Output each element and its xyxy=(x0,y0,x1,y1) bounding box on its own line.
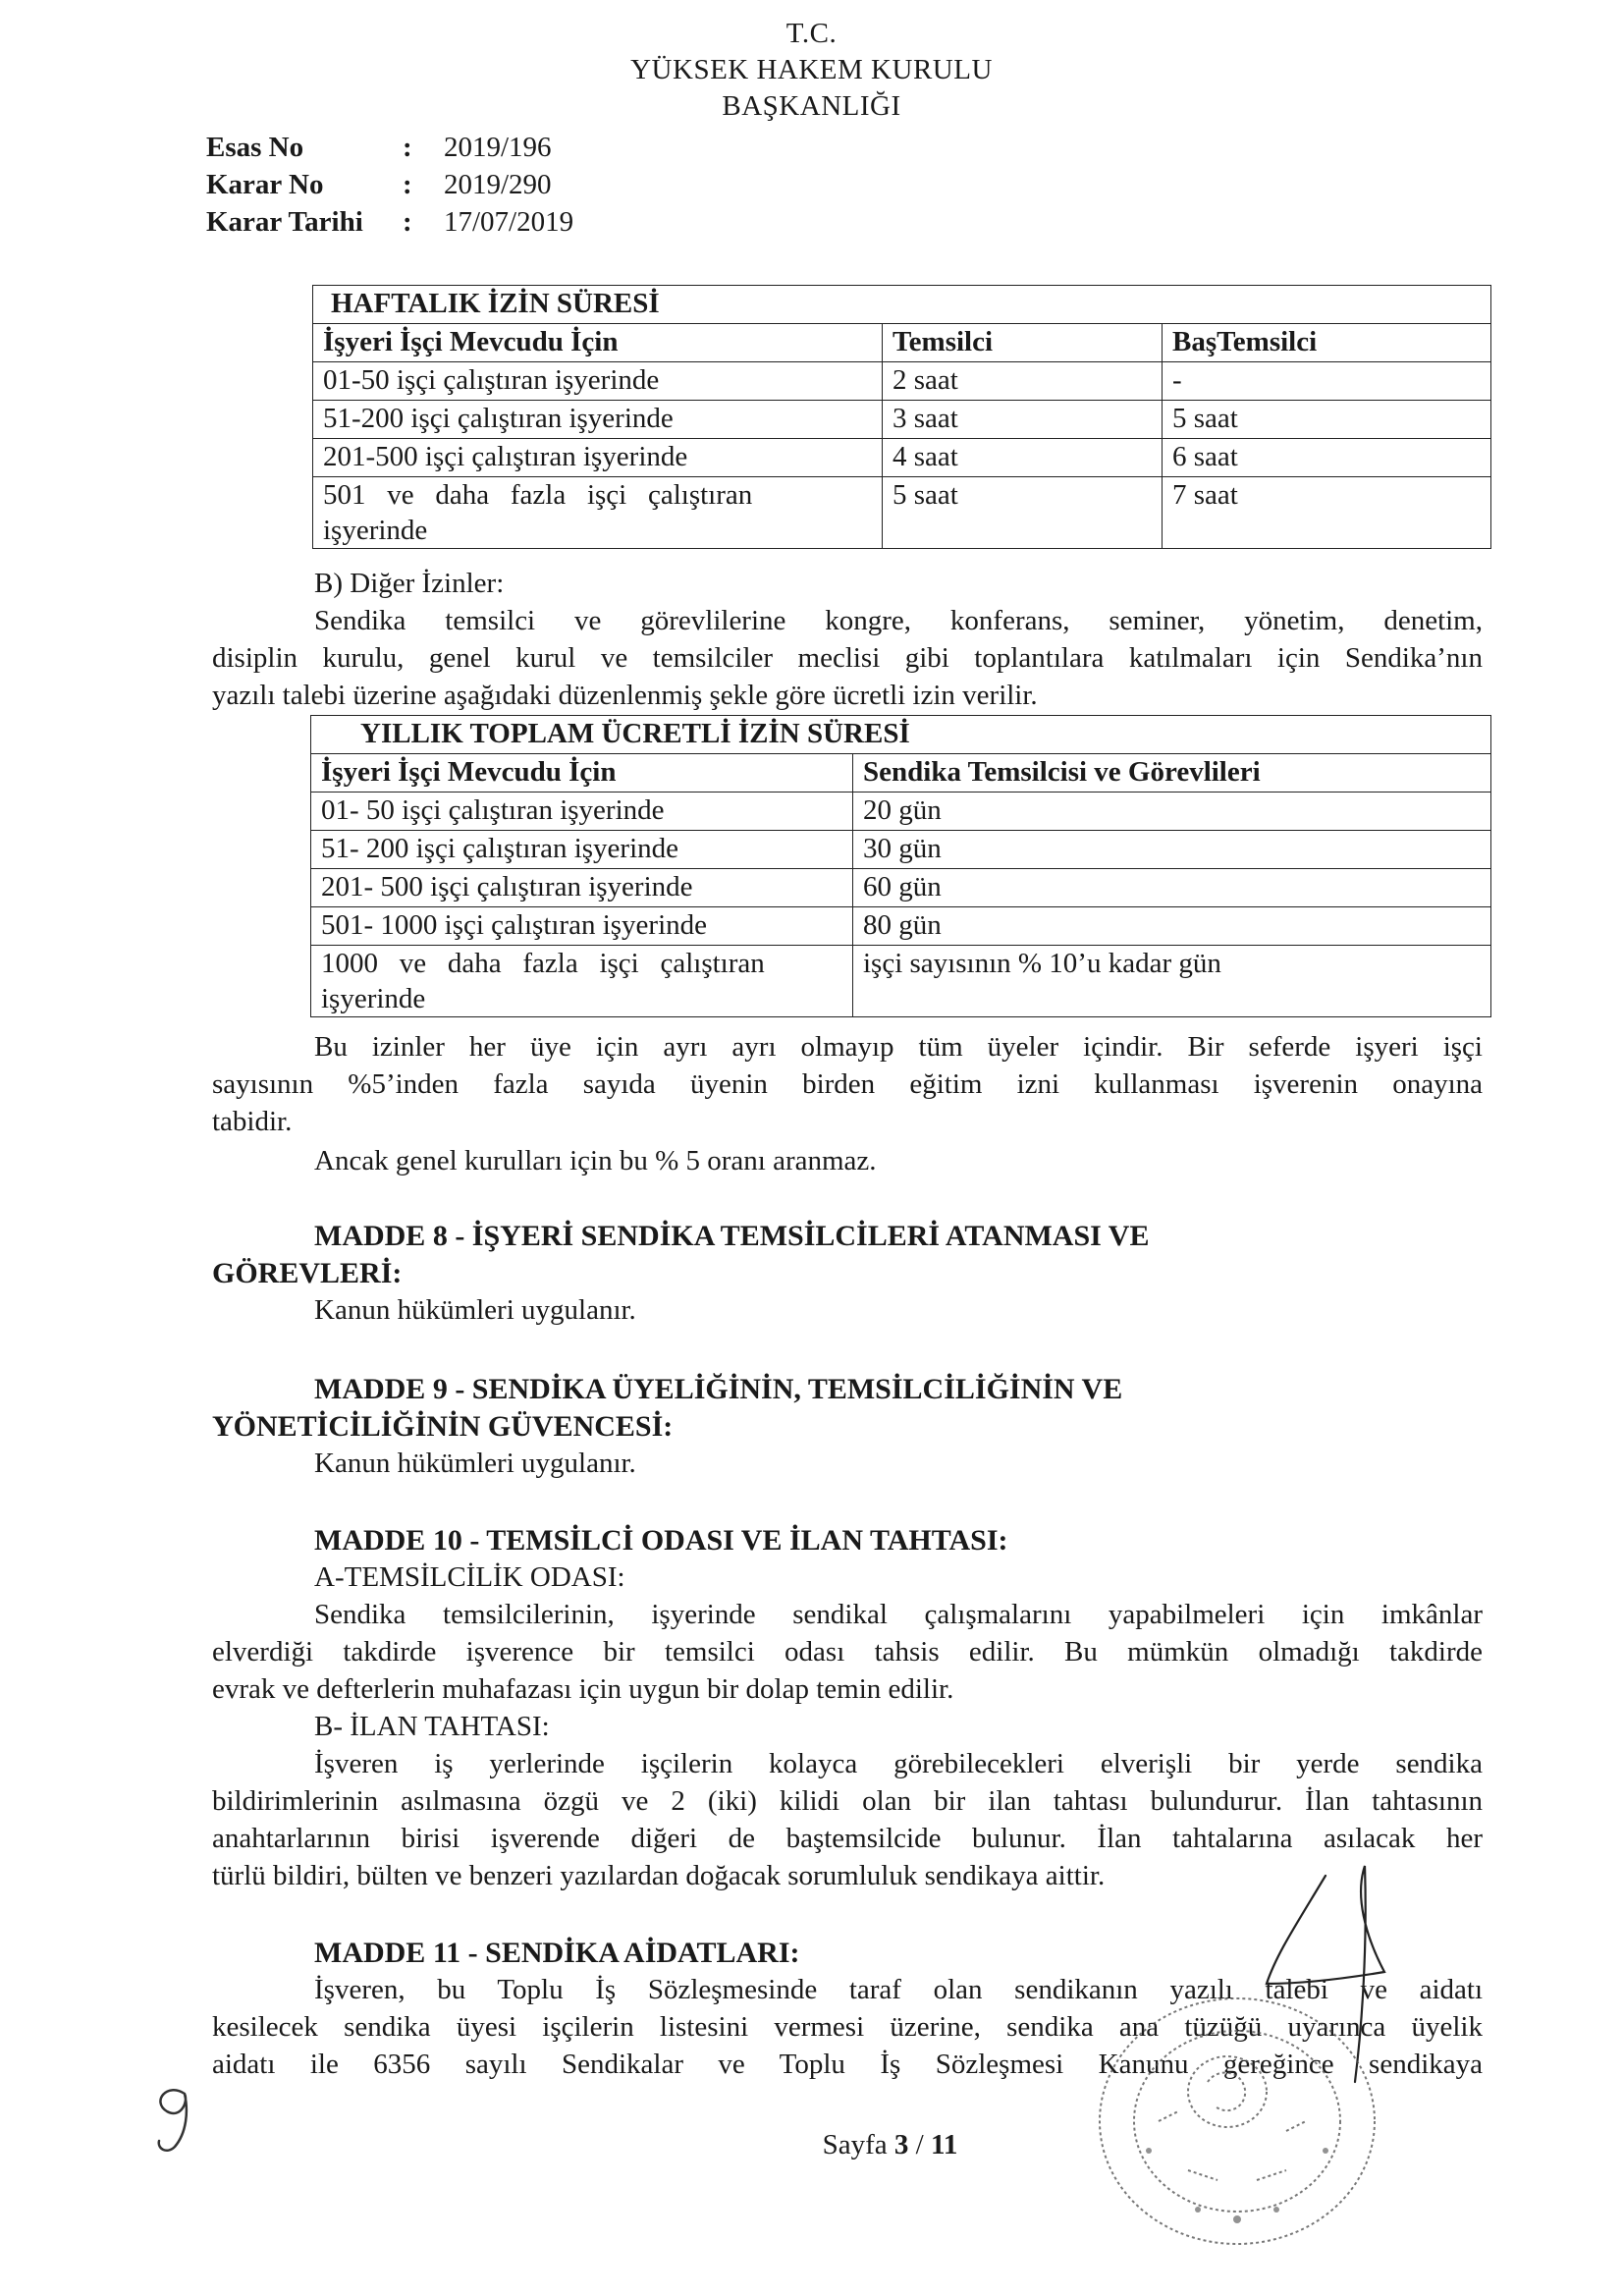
meta-colon: : xyxy=(403,206,412,238)
meta-colon: : xyxy=(403,132,412,163)
handwritten-initial xyxy=(137,2072,216,2160)
paragraph-line: aidatı ile 6356 sayılı Sendikalar ve Toplu İş Sözleşmesi Kanunu gereğince sendikaya xyxy=(212,2049,1483,2080)
meta-label: Esas No xyxy=(206,132,304,163)
table-cell: 01- 50 işçi çalıştıran işyerinde xyxy=(311,793,853,831)
paragraph-line: Sendika temsilcilerinin, işyerinde sendikal çalışmalarını yapabilmeleri için imkânlar xyxy=(314,1599,1483,1630)
table-cell: 4 saat xyxy=(883,439,1163,477)
table-header: Temsilci xyxy=(883,324,1163,362)
table-row xyxy=(311,869,1491,907)
paragraph-line: tabidir. xyxy=(212,1106,293,1137)
paragraph-line: Ancak genel kurulları için bu % 5 oranı aranmaz. xyxy=(314,1145,877,1176)
madde-8-body: Kanun hükümleri uygulanır. xyxy=(314,1294,636,1326)
page-total: 11 xyxy=(930,2129,958,2160)
page-separator: / xyxy=(915,2129,924,2160)
table-row xyxy=(311,946,1491,1017)
table-header: İşyeri İşçi Mevcudu İçin xyxy=(311,754,853,793)
meta-value: 2019/196 xyxy=(444,132,552,163)
section-b-heading: B) Diğer İzinler: xyxy=(314,568,505,599)
table-header: Sendika Temsilcisi ve Görevlileri xyxy=(853,754,1491,793)
annual-leave-table xyxy=(310,715,1491,1017)
cell-line: 1000 ve daha fazla işçi çalıştıran xyxy=(321,948,765,979)
table-cell: işçi sayısının % 10’u kadar gün xyxy=(853,946,1491,1017)
meta-value: 2019/290 xyxy=(444,169,552,200)
weekly-leave-table xyxy=(312,285,1491,549)
table-row xyxy=(311,907,1491,946)
paragraph-line: kesilecek sendika üyesi işçilerin listesini vermesi üzerine, sendika ana tüzüğü uyarınca üyelik xyxy=(212,2011,1483,2043)
table-cell xyxy=(313,477,883,549)
page-current: 3 xyxy=(893,2129,909,2160)
table-cell: 60 gün xyxy=(853,869,1491,907)
cell-line: işyerinde xyxy=(323,515,428,546)
official-stamp xyxy=(1090,1974,1394,2259)
cell-line: işyerinde xyxy=(321,983,426,1014)
table-header: İşyeri İşçi Mevcudu İçin xyxy=(313,324,883,362)
table-cell: 7 saat xyxy=(1163,477,1491,549)
section-b-line: disiplin kurulu, genel kurul ve temsilciler meclisi gibi toplantılara katılmaları için Sendika’nın xyxy=(212,642,1483,674)
section-b-line: Sendika temsilci ve görevlilerine kongre, konferans, seminer, yönetim, denetim, xyxy=(314,605,1483,636)
paragraph-line: anahtarlarının birisi işverende diğeri de baştemsilcide bulunur. İlan tahtalarına asılacak her xyxy=(212,1823,1483,1854)
header-tc: T.C. xyxy=(785,18,838,49)
cell-line: 501 ve daha fazla işçi çalıştıran xyxy=(323,479,753,511)
meta-colon: : xyxy=(403,169,412,200)
table-cell: 51- 200 işçi çalıştıran işyerinde xyxy=(311,831,853,869)
paragraph-line: evrak ve defterlerin muhafazası için uygun bir dolap temin edilir. xyxy=(212,1673,954,1705)
header-institution: YÜKSEK HAKEM KURULU xyxy=(630,54,993,85)
header-presidency: BAŞKANLIĞI xyxy=(722,90,901,122)
madde-10-sub-a: A-TEMSİLCİLİK ODASI: xyxy=(314,1561,625,1593)
madde-8-title: GÖREVLERİ: xyxy=(212,1257,403,1289)
table-title: YILLIK TOPLAM ÜCRETLİ İZİN SÜRESİ xyxy=(311,716,1491,754)
meta-esas-no xyxy=(206,132,552,164)
table-cell: 201-500 işçi çalıştıran işyerinde xyxy=(313,439,883,477)
table-row xyxy=(313,362,1491,401)
table-cell: 01-50 işçi çalıştıran işyerinde xyxy=(313,362,883,401)
meta-label: Karar No xyxy=(206,169,324,200)
table-header: BaşTemsilci xyxy=(1163,324,1491,362)
madde-11-title: MADDE 11 - SENDİKA AİDATLARI: xyxy=(314,1937,800,1969)
table-row xyxy=(313,477,1491,549)
table-cell xyxy=(311,946,853,1017)
table-cell: 51-200 işçi çalıştıran işyerinde xyxy=(313,401,883,439)
meta-value: 17/07/2019 xyxy=(444,206,574,238)
paragraph-line: Bu izinler her üye için ayrı ayrı olmayıp tüm üyeler içindir. Bir seferde işyeri işçi xyxy=(314,1031,1483,1063)
table-cell: 30 gün xyxy=(853,831,1491,869)
paragraph-line: sayısının %5’inden fazla sayıda üyenin birden eğitim izni kullanması işverenin onayına xyxy=(212,1068,1483,1100)
table-row xyxy=(311,793,1491,831)
table-cell: 501- 1000 işçi çalıştıran işyerinde xyxy=(311,907,853,946)
table-cell: 6 saat xyxy=(1163,439,1491,477)
table-cell: 2 saat xyxy=(883,362,1163,401)
meta-label: Karar Tarihi xyxy=(206,206,363,238)
madde-9-body: Kanun hükümleri uygulanır. xyxy=(314,1448,636,1479)
meta-karar-no xyxy=(206,169,552,201)
meta-karar-tarihi xyxy=(206,206,573,239)
table-row xyxy=(311,831,1491,869)
madde-10-title: MADDE 10 - TEMSİLCİ ODASI VE İLAN TAHTASI: xyxy=(314,1524,1008,1557)
madde-9-title: MADDE 9 - SENDİKA ÜYELİĞİNİN, TEMSİLCİLİĞİNİN VE xyxy=(314,1373,1123,1405)
table-cell: 80 gün xyxy=(853,907,1491,946)
paragraph-line: türlü bildiri, bülten ve benzeri yazılardan doğacak sorumluluk sendikaya aittir. xyxy=(212,1860,1106,1891)
section-b-line: yazılı talebi üzerine aşağıdaki düzenlenmiş şekle göre ücretli izin verilir. xyxy=(212,680,1038,711)
paragraph-line: bildirimlerinin asılmasına özgü ve 2 (iki) kilidi olan bir ilan tahtası bulundurur. İlan tahtasının xyxy=(212,1785,1483,1817)
table-cell: 20 gün xyxy=(853,793,1491,831)
table-cell: 5 saat xyxy=(1163,401,1491,439)
paragraph-line: İşveren, bu Toplu İş Sözleşmesinde taraf olan sendikanın yazılı talebi ve aidatı xyxy=(314,1974,1483,2005)
table-cell: 3 saat xyxy=(883,401,1163,439)
paragraph-line: elverdiği takdirde işverence bir temsilci odası tahsis edilir. Bu mümkün olmadığı takdirde xyxy=(212,1636,1483,1667)
table-cell: - xyxy=(1163,362,1491,401)
madde-10-sub-b: B- İLAN TAHTASI: xyxy=(314,1711,550,1742)
madde-8-title: MADDE 8 - İŞYERİ SENDİKA TEMSİLCİLERİ ATANMASI VE xyxy=(314,1220,1150,1252)
paragraph-line: İşveren iş yerlerinde işçilerin kolayca görebilecekleri elverişli bir yerde sendika xyxy=(314,1748,1483,1779)
page-prefix: Sayfa xyxy=(822,2129,888,2160)
madde-9-title: YÖNETİCİLİĞİNİN GÜVENCESİ: xyxy=(212,1410,674,1443)
table-title: HAFTALIK İZİN SÜRESİ xyxy=(313,286,1491,324)
table-row xyxy=(313,439,1491,477)
table-row xyxy=(313,401,1491,439)
table-cell: 201- 500 işçi çalıştıran işyerinde xyxy=(311,869,853,907)
table-cell: 5 saat xyxy=(883,477,1163,549)
